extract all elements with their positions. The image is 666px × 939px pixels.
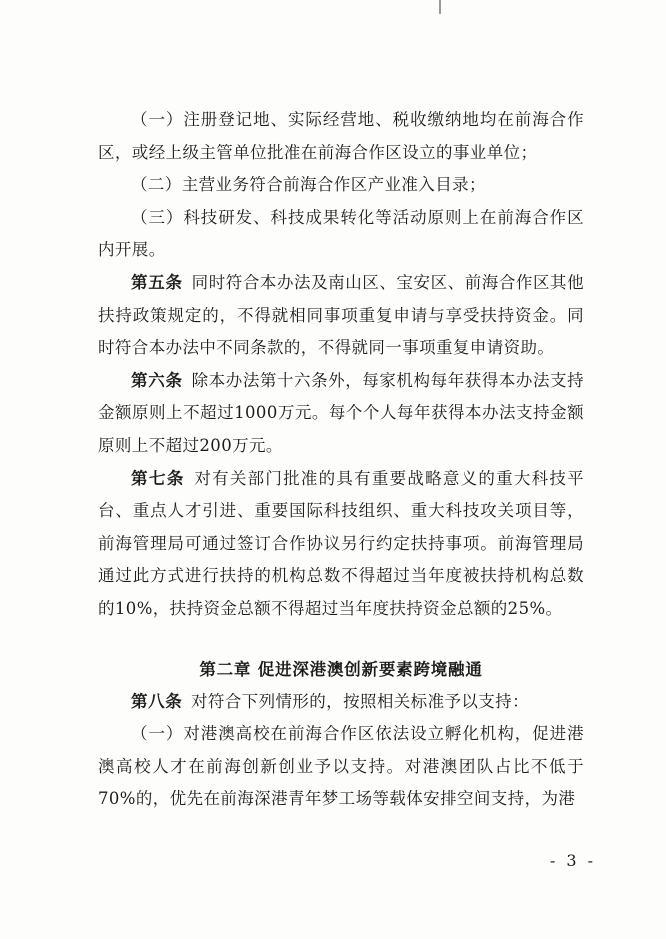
document-body	[98, 104, 584, 816]
article-text: 对符合下列情形的，按照相关标准予以支持：	[190, 691, 529, 711]
article-text: 同时符合本办法及南山区、宝安区、前海合作区其他扶持政策规定的，不得就相同事项重复申请与享受扶持资金。同时符合本办法中不同条款的，不得就同一事项重复申请资助。	[98, 272, 584, 358]
article-label: 第七条	[131, 468, 185, 488]
article-text: 对有关部门批准的具有重要战略意义的重大科技平台、重点人才引进、重要国际科技组织、重大科技攻关项目等，前海管理局可通过签订合作协议另行约定扶持事项。前海管理局通过此方式进行扶持的机构总数不得超过当年度被扶持机构总数的10%，扶持资金总额不得超过当年度扶持资金总额的25%。	[98, 468, 584, 618]
paragraph-item-4	[98, 718, 584, 816]
article-label: 第八条	[131, 691, 183, 711]
paragraph-item-2	[98, 169, 584, 202]
paragraph-text: （一）对港澳高校在前海合作区依法设立孵化机构，促进港澳高校人才在前海创新创业予以支持。对港澳团队占比不低于70%的，优先在前海深港青年梦工场等载体安排空间支持，为港	[98, 724, 584, 809]
paragraph-item-3	[98, 202, 584, 267]
article-5	[98, 267, 584, 365]
paragraph-text: （三）科技研发、科技成果转化等活动原则上在前海合作区内开展。	[98, 207, 584, 260]
article-8	[98, 686, 584, 719]
paragraph-item-1	[98, 104, 584, 169]
article-text: 除本办法第十六条外，每家机构每年获得本办法支持金额原则上不超过1000万元。每个个人每年获得本办法支持金额原则上不超过200万元。	[98, 370, 584, 455]
paragraph-text: （二）主营业务符合前海合作区产业准入目录；	[131, 175, 486, 195]
paragraph-text: （一）注册登记地、实际经营地、税收缴纳地均在前海合作区，或经上级主管单位批准在前海合作区设立的事业单位；	[98, 110, 584, 162]
article-label: 第六条	[131, 370, 183, 390]
article-6	[98, 365, 584, 463]
article-7	[98, 463, 584, 626]
chapter-title: 第二章 促进深港澳创新要素跨境融通	[199, 659, 483, 679]
article-label: 第五条	[131, 272, 183, 292]
page-number: - 3 -	[549, 851, 596, 870]
scan-artifact-line	[439, 0, 441, 14]
